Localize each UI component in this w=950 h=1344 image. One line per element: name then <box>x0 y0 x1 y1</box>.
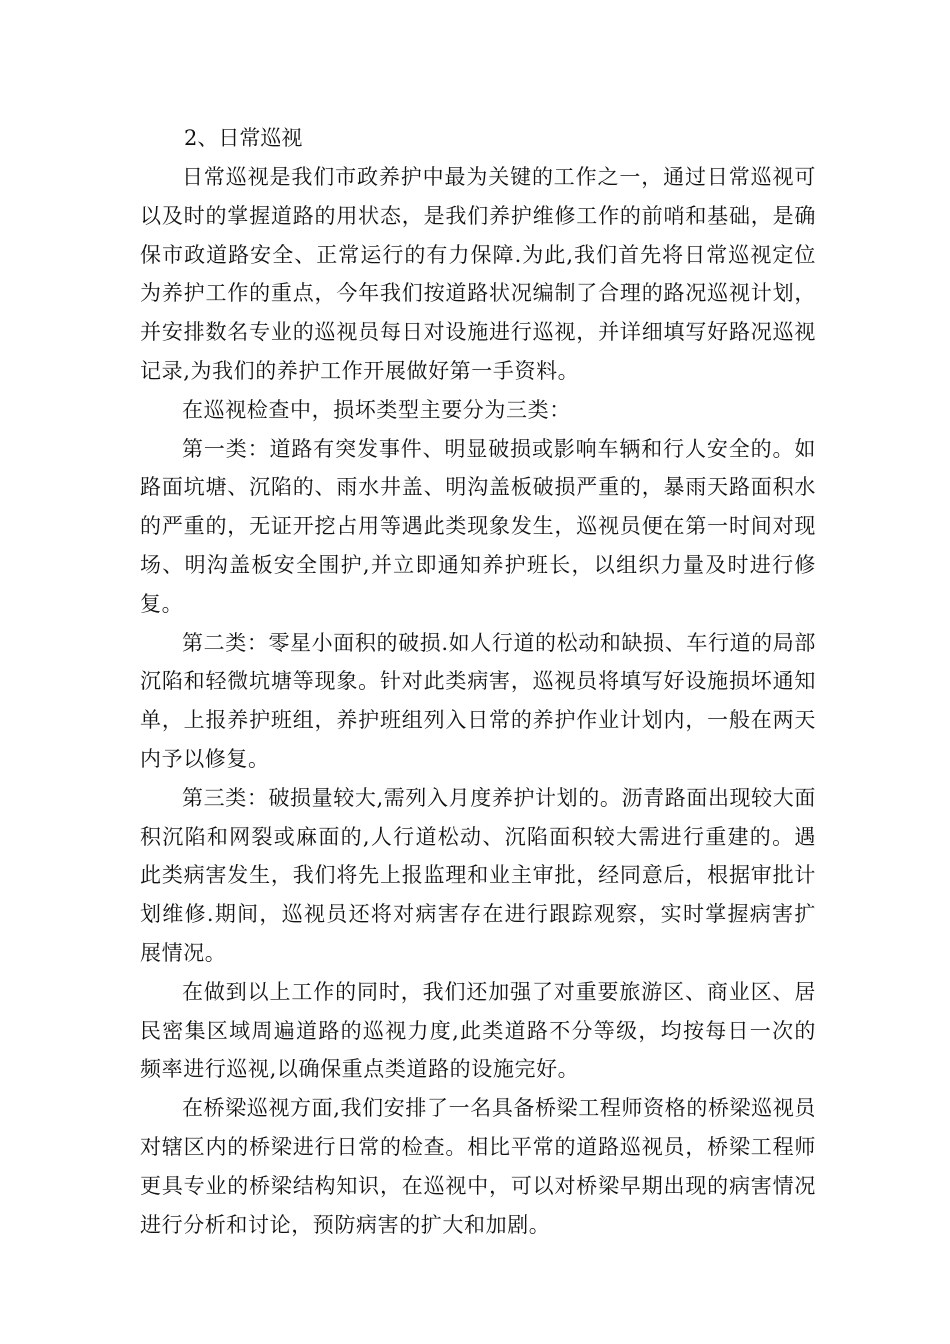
paragraph-damage-type-3: 第三类：破损量较大,需列入月度养护计划的。沥青路面出现较大面积沉陷和网裂或麻面的,人行道松动、沉陷面积较大需进行重建的。遇此类病害发生，我们将先上报监理和业主审批，经同意后，根据审批计划维修.期间，巡视员还将对病害存在进行跟踪观察，实时掌握病害扩展情况。 <box>140 785 816 965</box>
section-heading: 2、日常巡视 <box>184 126 303 150</box>
paragraph-bridge-inspection: 在桥梁巡视方面,我们安排了一名具备桥梁工程师资格的桥梁巡视员对辖区内的桥梁进行日常的检查。相比平常的道路巡视员，桥梁工程师更具专业的桥梁结构知识，在巡视中，可以对桥梁早期出现的病害情况进行分析和讨论，预防病害的扩大和加剧。 <box>140 1096 816 1237</box>
paragraph-damage-type-2: 第二类：零星小面积的破损.如人行道的松动和缺损、车行道的局部沉陷和轻微坑塘等现象。针对此类病害，巡视员将填写好设施损坏通知单，上报养护班组，养护班组列入日常的养护作业计划内，一般在两天内予以修复。 <box>140 630 816 771</box>
document-page <box>140 118 816 1244</box>
paragraph-key-areas-inspection: 在做到以上工作的同时，我们还加强了对重要旅游区、商业区、居民密集区域周遍道路的巡视力度,此类道路不分等级，均按每日一次的频率进行巡视,以确保重点类道路的设施完好。 <box>140 979 816 1082</box>
paragraph-damage-type-1: 第一类：道路有突发事件、明显破损或影响车辆和行人安全的。如路面坑塘、沉陷的、雨水井盖、明沟盖板破损严重的，暴雨天路面积水的严重的，无证开挖占用等遇此类现象发生，巡视员便在第一时间对现场、明沟盖板安全围护,并立即通知养护班长，以组织力量及时进行修复。 <box>140 436 816 616</box>
paragraph-damage-types-intro: 在巡视检查中，损坏类型主要分为三类： <box>182 397 571 422</box>
paragraph-daily-inspection-overview: 日常巡视是我们市政养护中最为关键的工作之一，通过日常巡视可以及时的掌握道路的用状态，是我们养护维修工作的前哨和基础，是确保市政道路安全、正常运行的有力保障.为此,我们首先将日常巡视定位为养护工作的重点，今年我们按道路状况编制了合理的路况巡视计划，并安排数名专业的巡视员每日对设施进行巡视，并详细填写好路况巡视记录,为我们的养护工作开展做好第一手资料。 <box>140 165 816 383</box>
